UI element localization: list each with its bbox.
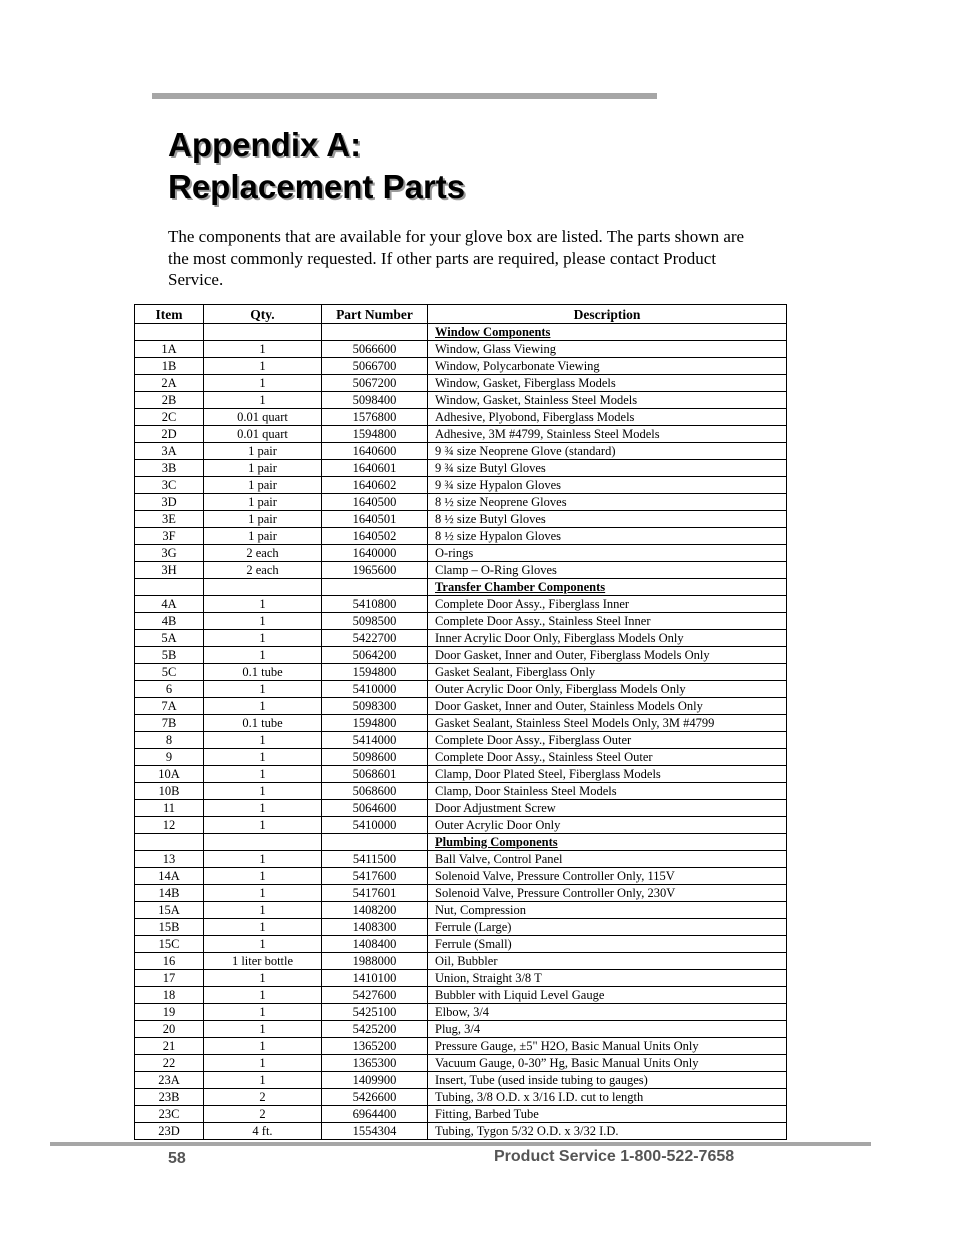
- item-cell: 23C: [135, 1106, 204, 1123]
- description-cell: Gasket Sealant, Fiberglass Only: [428, 664, 787, 681]
- qty-cell: [204, 834, 322, 851]
- description-cell: Complete Door Assy., Fiberglass Outer: [428, 732, 787, 749]
- qty-cell: 0.01 quart: [204, 426, 322, 443]
- description-cell: Door Gasket, Inner and Outer, Stainless Models Only: [428, 698, 787, 715]
- item-cell: 3F: [135, 528, 204, 545]
- item-cell: [135, 834, 204, 851]
- qty-cell: 1: [204, 902, 322, 919]
- table-row: [135, 919, 787, 936]
- item-cell: 2A: [135, 375, 204, 392]
- part-number-cell: 1409900: [322, 1072, 428, 1089]
- qty-cell: 2 each: [204, 545, 322, 562]
- header-item: Item: [135, 305, 204, 324]
- replacement-parts-table: [134, 304, 787, 1140]
- item-cell: 2C: [135, 409, 204, 426]
- header-part-number: Part Number: [322, 305, 428, 324]
- item-cell: [135, 324, 204, 341]
- qty-cell: 1: [204, 732, 322, 749]
- part-number-cell: 1640000: [322, 545, 428, 562]
- qty-cell: [204, 324, 322, 341]
- table-row: [135, 953, 787, 970]
- qty-cell: 1: [204, 919, 322, 936]
- table-row: [135, 647, 787, 664]
- qty-cell: 1: [204, 987, 322, 1004]
- table-row: [135, 987, 787, 1004]
- table-row: [135, 511, 787, 528]
- description-cell: Ferrule (Large): [428, 919, 787, 936]
- description-cell: Vacuum Gauge, 0-30” Hg, Basic Manual Units Only: [428, 1055, 787, 1072]
- table-row: [135, 613, 787, 630]
- part-number-cell: 1408400: [322, 936, 428, 953]
- part-number-cell: [322, 324, 428, 341]
- part-number-cell: 5410800: [322, 596, 428, 613]
- description-cell: Window Components: [428, 324, 787, 341]
- part-number-cell: 5068600: [322, 783, 428, 800]
- qty-cell: 1: [204, 970, 322, 987]
- part-number-cell: 1640601: [322, 460, 428, 477]
- description-cell: Window, Gasket, Fiberglass Models: [428, 375, 787, 392]
- qty-cell: 1: [204, 936, 322, 953]
- part-number-cell: 5425100: [322, 1004, 428, 1021]
- part-number-cell: 5411500: [322, 851, 428, 868]
- qty-cell: 0.1 tube: [204, 715, 322, 732]
- item-cell: 3E: [135, 511, 204, 528]
- item-cell: 3D: [135, 494, 204, 511]
- table-row: [135, 392, 787, 409]
- item-cell: 23D: [135, 1123, 204, 1140]
- description-cell: Union, Straight 3/8 T: [428, 970, 787, 987]
- table-row: [135, 851, 787, 868]
- description-cell: 8 ½ size Neoprene Gloves: [428, 494, 787, 511]
- item-cell: 18: [135, 987, 204, 1004]
- item-cell: 7A: [135, 698, 204, 715]
- table-row: [135, 1072, 787, 1089]
- qty-cell: 1: [204, 681, 322, 698]
- item-cell: 3A: [135, 443, 204, 460]
- item-cell: 1B: [135, 358, 204, 375]
- table-row: [135, 477, 787, 494]
- part-number-cell: 1965600: [322, 562, 428, 579]
- description-cell: Elbow, 3/4: [428, 1004, 787, 1021]
- table-row: [135, 783, 787, 800]
- part-number-cell: 5064200: [322, 647, 428, 664]
- part-number-cell: 5098600: [322, 749, 428, 766]
- table-row: [135, 681, 787, 698]
- qty-cell: 1: [204, 392, 322, 409]
- item-cell: 20: [135, 1021, 204, 1038]
- item-cell: 14A: [135, 868, 204, 885]
- part-number-cell: 1640500: [322, 494, 428, 511]
- description-cell: Window, Glass Viewing: [428, 341, 787, 358]
- table-row: [135, 1055, 787, 1072]
- qty-cell: 1: [204, 630, 322, 647]
- description-cell: Ferrule (Small): [428, 936, 787, 953]
- section-heading-row: [135, 579, 787, 596]
- description-cell: Adhesive, Plyobond, Fiberglass Models: [428, 409, 787, 426]
- item-cell: 3C: [135, 477, 204, 494]
- intro-paragraph: The components that are available for your glove box are listed. The parts shown are the most commonly requested. If other parts are required, please contact Product Service.: [168, 227, 745, 289]
- description-cell: Clamp – O-Ring Gloves: [428, 562, 787, 579]
- description-cell: Complete Door Assy., Fiberglass Inner: [428, 596, 787, 613]
- part-number-cell: 6964400: [322, 1106, 428, 1123]
- qty-cell: [204, 579, 322, 596]
- table-row: [135, 409, 787, 426]
- table-row: [135, 630, 787, 647]
- qty-cell: 1 pair: [204, 443, 322, 460]
- table-row: [135, 1004, 787, 1021]
- table-row: [135, 817, 787, 834]
- table-row: [135, 1021, 787, 1038]
- qty-cell: 1: [204, 647, 322, 664]
- description-cell: Solenoid Valve, Pressure Controller Only, 230V: [428, 885, 787, 902]
- description-cell: Bubbler with Liquid Level Gauge: [428, 987, 787, 1004]
- part-number-cell: 1594800: [322, 664, 428, 681]
- description-cell: Complete Door Assy., Stainless Steel Inner: [428, 613, 787, 630]
- qty-cell: 1: [204, 783, 322, 800]
- qty-cell: 1: [204, 375, 322, 392]
- part-number-cell: 1365300: [322, 1055, 428, 1072]
- qty-cell: 1: [204, 1021, 322, 1038]
- table-row: [135, 698, 787, 715]
- description-cell: Transfer Chamber Components: [428, 579, 787, 596]
- description-cell: Tubing, Tygon 5/32 O.D. x 3/32 I.D.: [428, 1123, 787, 1140]
- description-cell: 9 ¾ size Butyl Gloves: [428, 460, 787, 477]
- part-number-cell: [322, 834, 428, 851]
- item-cell: 14B: [135, 885, 204, 902]
- qty-cell: 2: [204, 1106, 322, 1123]
- qty-cell: 1: [204, 800, 322, 817]
- table-row: [135, 460, 787, 477]
- item-cell: 15A: [135, 902, 204, 919]
- part-number-cell: 1640501: [322, 511, 428, 528]
- description-cell: Outer Acrylic Door Only: [428, 817, 787, 834]
- part-number-cell: 1408200: [322, 902, 428, 919]
- qty-cell: 0.1 tube: [204, 664, 322, 681]
- footer-contact: Product Service 1-800-522-7658: [494, 1148, 735, 1165]
- part-number-cell: 1594800: [322, 715, 428, 732]
- table-row: [135, 749, 787, 766]
- part-number-cell: 5410000: [322, 681, 428, 698]
- item-cell: 10B: [135, 783, 204, 800]
- part-number-cell: 1365200: [322, 1038, 428, 1055]
- table-row: [135, 1106, 787, 1123]
- qty-cell: 1: [204, 1072, 322, 1089]
- item-cell: 19: [135, 1004, 204, 1021]
- description-cell: Nut, Compression: [428, 902, 787, 919]
- part-number-cell: 5422700: [322, 630, 428, 647]
- part-number-cell: 1640502: [322, 528, 428, 545]
- description-cell: Fitting, Barbed Tube: [428, 1106, 787, 1123]
- description-cell: Gasket Sealant, Stainless Steel Models Only, 3M #4799: [428, 715, 787, 732]
- qty-cell: 0.01 quart: [204, 409, 322, 426]
- part-number-cell: 5098500: [322, 613, 428, 630]
- table-body: [135, 324, 787, 1140]
- description-cell: Adhesive, 3M #4799, Stainless Steel Models: [428, 426, 787, 443]
- qty-cell: 1: [204, 341, 322, 358]
- qty-cell: 1 pair: [204, 528, 322, 545]
- table-row: [135, 358, 787, 375]
- table-row: [135, 1089, 787, 1106]
- description-cell: Complete Door Assy., Stainless Steel Outer: [428, 749, 787, 766]
- part-number-cell: 1554304: [322, 1123, 428, 1140]
- item-cell: 23A: [135, 1072, 204, 1089]
- table-row: [135, 562, 787, 579]
- part-number-cell: 5417601: [322, 885, 428, 902]
- qty-cell: 1: [204, 817, 322, 834]
- qty-cell: 4 ft.: [204, 1123, 322, 1140]
- part-number-cell: 1410100: [322, 970, 428, 987]
- qty-cell: 1 pair: [204, 460, 322, 477]
- table-row: [135, 341, 787, 358]
- part-number-cell: 5066700: [322, 358, 428, 375]
- table-row: [135, 664, 787, 681]
- item-cell: 13: [135, 851, 204, 868]
- page-title-line-2: Replacement Parts: [168, 168, 466, 205]
- qty-cell: 1: [204, 868, 322, 885]
- qty-cell: 1: [204, 358, 322, 375]
- description-cell: Pressure Gauge, ±5" H2O, Basic Manual Units Only: [428, 1038, 787, 1055]
- description-cell: Outer Acrylic Door Only, Fiberglass Models Only: [428, 681, 787, 698]
- table-header-row: [135, 305, 787, 324]
- description-cell: Plug, 3/4: [428, 1021, 787, 1038]
- description-cell: O-rings: [428, 545, 787, 562]
- part-number-cell: 1408300: [322, 919, 428, 936]
- page-title-line-1: Appendix A:: [168, 126, 362, 163]
- part-number-cell: 5067200: [322, 375, 428, 392]
- footer-rule: [50, 1142, 871, 1146]
- item-cell: 5A: [135, 630, 204, 647]
- header-qty: Qty.: [204, 305, 322, 324]
- qty-cell: 1: [204, 766, 322, 783]
- table-row: [135, 1038, 787, 1055]
- item-cell: 3G: [135, 545, 204, 562]
- part-number-cell: 1594800: [322, 426, 428, 443]
- part-number-cell: 1576800: [322, 409, 428, 426]
- part-number-cell: [322, 579, 428, 596]
- table-row: [135, 766, 787, 783]
- qty-cell: 1: [204, 885, 322, 902]
- part-number-cell: 5417600: [322, 868, 428, 885]
- item-cell: 16: [135, 953, 204, 970]
- item-cell: 2D: [135, 426, 204, 443]
- qty-cell: 1: [204, 1038, 322, 1055]
- item-cell: 9: [135, 749, 204, 766]
- page-title: [168, 124, 465, 208]
- header-rule: [152, 93, 657, 99]
- description-cell: 9 ¾ size Hypalon Gloves: [428, 477, 787, 494]
- table-row: [135, 800, 787, 817]
- part-number-cell: 5414000: [322, 732, 428, 749]
- header-description: Description: [428, 305, 787, 324]
- description-cell: Plumbing Components: [428, 834, 787, 851]
- part-number-cell: 5426600: [322, 1089, 428, 1106]
- part-number-cell: 5098300: [322, 698, 428, 715]
- item-cell: 12: [135, 817, 204, 834]
- table-row: [135, 494, 787, 511]
- qty-cell: 1: [204, 851, 322, 868]
- table-row: [135, 596, 787, 613]
- qty-cell: 1: [204, 613, 322, 630]
- table-row: [135, 868, 787, 885]
- item-cell: 22: [135, 1055, 204, 1072]
- qty-cell: 1 liter bottle: [204, 953, 322, 970]
- qty-cell: 1: [204, 749, 322, 766]
- part-number-cell: 5064600: [322, 800, 428, 817]
- description-cell: Ball Valve, Control Panel: [428, 851, 787, 868]
- description-cell: Insert, Tube (used inside tubing to gauges): [428, 1072, 787, 1089]
- item-cell: 8: [135, 732, 204, 749]
- description-cell: Inner Acrylic Door Only, Fiberglass Models Only: [428, 630, 787, 647]
- item-cell: 3B: [135, 460, 204, 477]
- table-row: [135, 426, 787, 443]
- item-cell: 11: [135, 800, 204, 817]
- description-cell: Window, Gasket, Stainless Steel Models: [428, 392, 787, 409]
- description-cell: Solenoid Valve, Pressure Controller Only, 115V: [428, 868, 787, 885]
- section-heading-row: [135, 324, 787, 341]
- description-cell: 8 ½ size Hypalon Gloves: [428, 528, 787, 545]
- part-number-cell: 5068601: [322, 766, 428, 783]
- qty-cell: 1: [204, 1004, 322, 1021]
- item-cell: 6: [135, 681, 204, 698]
- qty-cell: 1: [204, 1055, 322, 1072]
- item-cell: 17: [135, 970, 204, 987]
- qty-cell: 1 pair: [204, 477, 322, 494]
- qty-cell: 1 pair: [204, 494, 322, 511]
- qty-cell: 2: [204, 1089, 322, 1106]
- table-row: [135, 528, 787, 545]
- item-cell: 21: [135, 1038, 204, 1055]
- part-number-cell: 5410000: [322, 817, 428, 834]
- qty-cell: 1: [204, 698, 322, 715]
- item-cell: 7B: [135, 715, 204, 732]
- item-cell: 1A: [135, 341, 204, 358]
- item-cell: 10A: [135, 766, 204, 783]
- part-number-cell: 5066600: [322, 341, 428, 358]
- description-cell: Oil, Bubbler: [428, 953, 787, 970]
- description-cell: Door Gasket, Inner and Outer, Fiberglass Models Only: [428, 647, 787, 664]
- item-cell: 2B: [135, 392, 204, 409]
- description-cell: 8 ½ size Butyl Gloves: [428, 511, 787, 528]
- description-cell: Window, Polycarbonate Viewing: [428, 358, 787, 375]
- table-row: [135, 936, 787, 953]
- table-row: [135, 1123, 787, 1140]
- qty-cell: 1: [204, 596, 322, 613]
- item-cell: 15C: [135, 936, 204, 953]
- table-row: [135, 545, 787, 562]
- item-cell: [135, 579, 204, 596]
- part-number-cell: 1988000: [322, 953, 428, 970]
- description-cell: Clamp, Door Plated Steel, Fiberglass Models: [428, 766, 787, 783]
- part-number-cell: 5427600: [322, 987, 428, 1004]
- part-number-cell: 1640600: [322, 443, 428, 460]
- qty-cell: 1 pair: [204, 511, 322, 528]
- table-row: [135, 902, 787, 919]
- table-row: [135, 715, 787, 732]
- description-cell: Tubing, 3/8 O.D. x 3/16 I.D. cut to length: [428, 1089, 787, 1106]
- item-cell: 4A: [135, 596, 204, 613]
- part-number-cell: 1640602: [322, 477, 428, 494]
- part-number-cell: 5425200: [322, 1021, 428, 1038]
- item-cell: 23B: [135, 1089, 204, 1106]
- table-row: [135, 885, 787, 902]
- description-cell: Door Adjustment Screw: [428, 800, 787, 817]
- table-row: [135, 375, 787, 392]
- item-cell: 5B: [135, 647, 204, 664]
- page-number: 58: [168, 1150, 186, 1167]
- table-row: [135, 970, 787, 987]
- part-number-cell: 5098400: [322, 392, 428, 409]
- item-cell: 3H: [135, 562, 204, 579]
- table-row: [135, 443, 787, 460]
- item-cell: 15B: [135, 919, 204, 936]
- item-cell: 5C: [135, 664, 204, 681]
- description-cell: Clamp, Door Stainless Steel Models: [428, 783, 787, 800]
- item-cell: 4B: [135, 613, 204, 630]
- description-cell: 9 ¾ size Neoprene Glove (standard): [428, 443, 787, 460]
- qty-cell: 2 each: [204, 562, 322, 579]
- table-row: [135, 732, 787, 749]
- section-heading-row: [135, 834, 787, 851]
